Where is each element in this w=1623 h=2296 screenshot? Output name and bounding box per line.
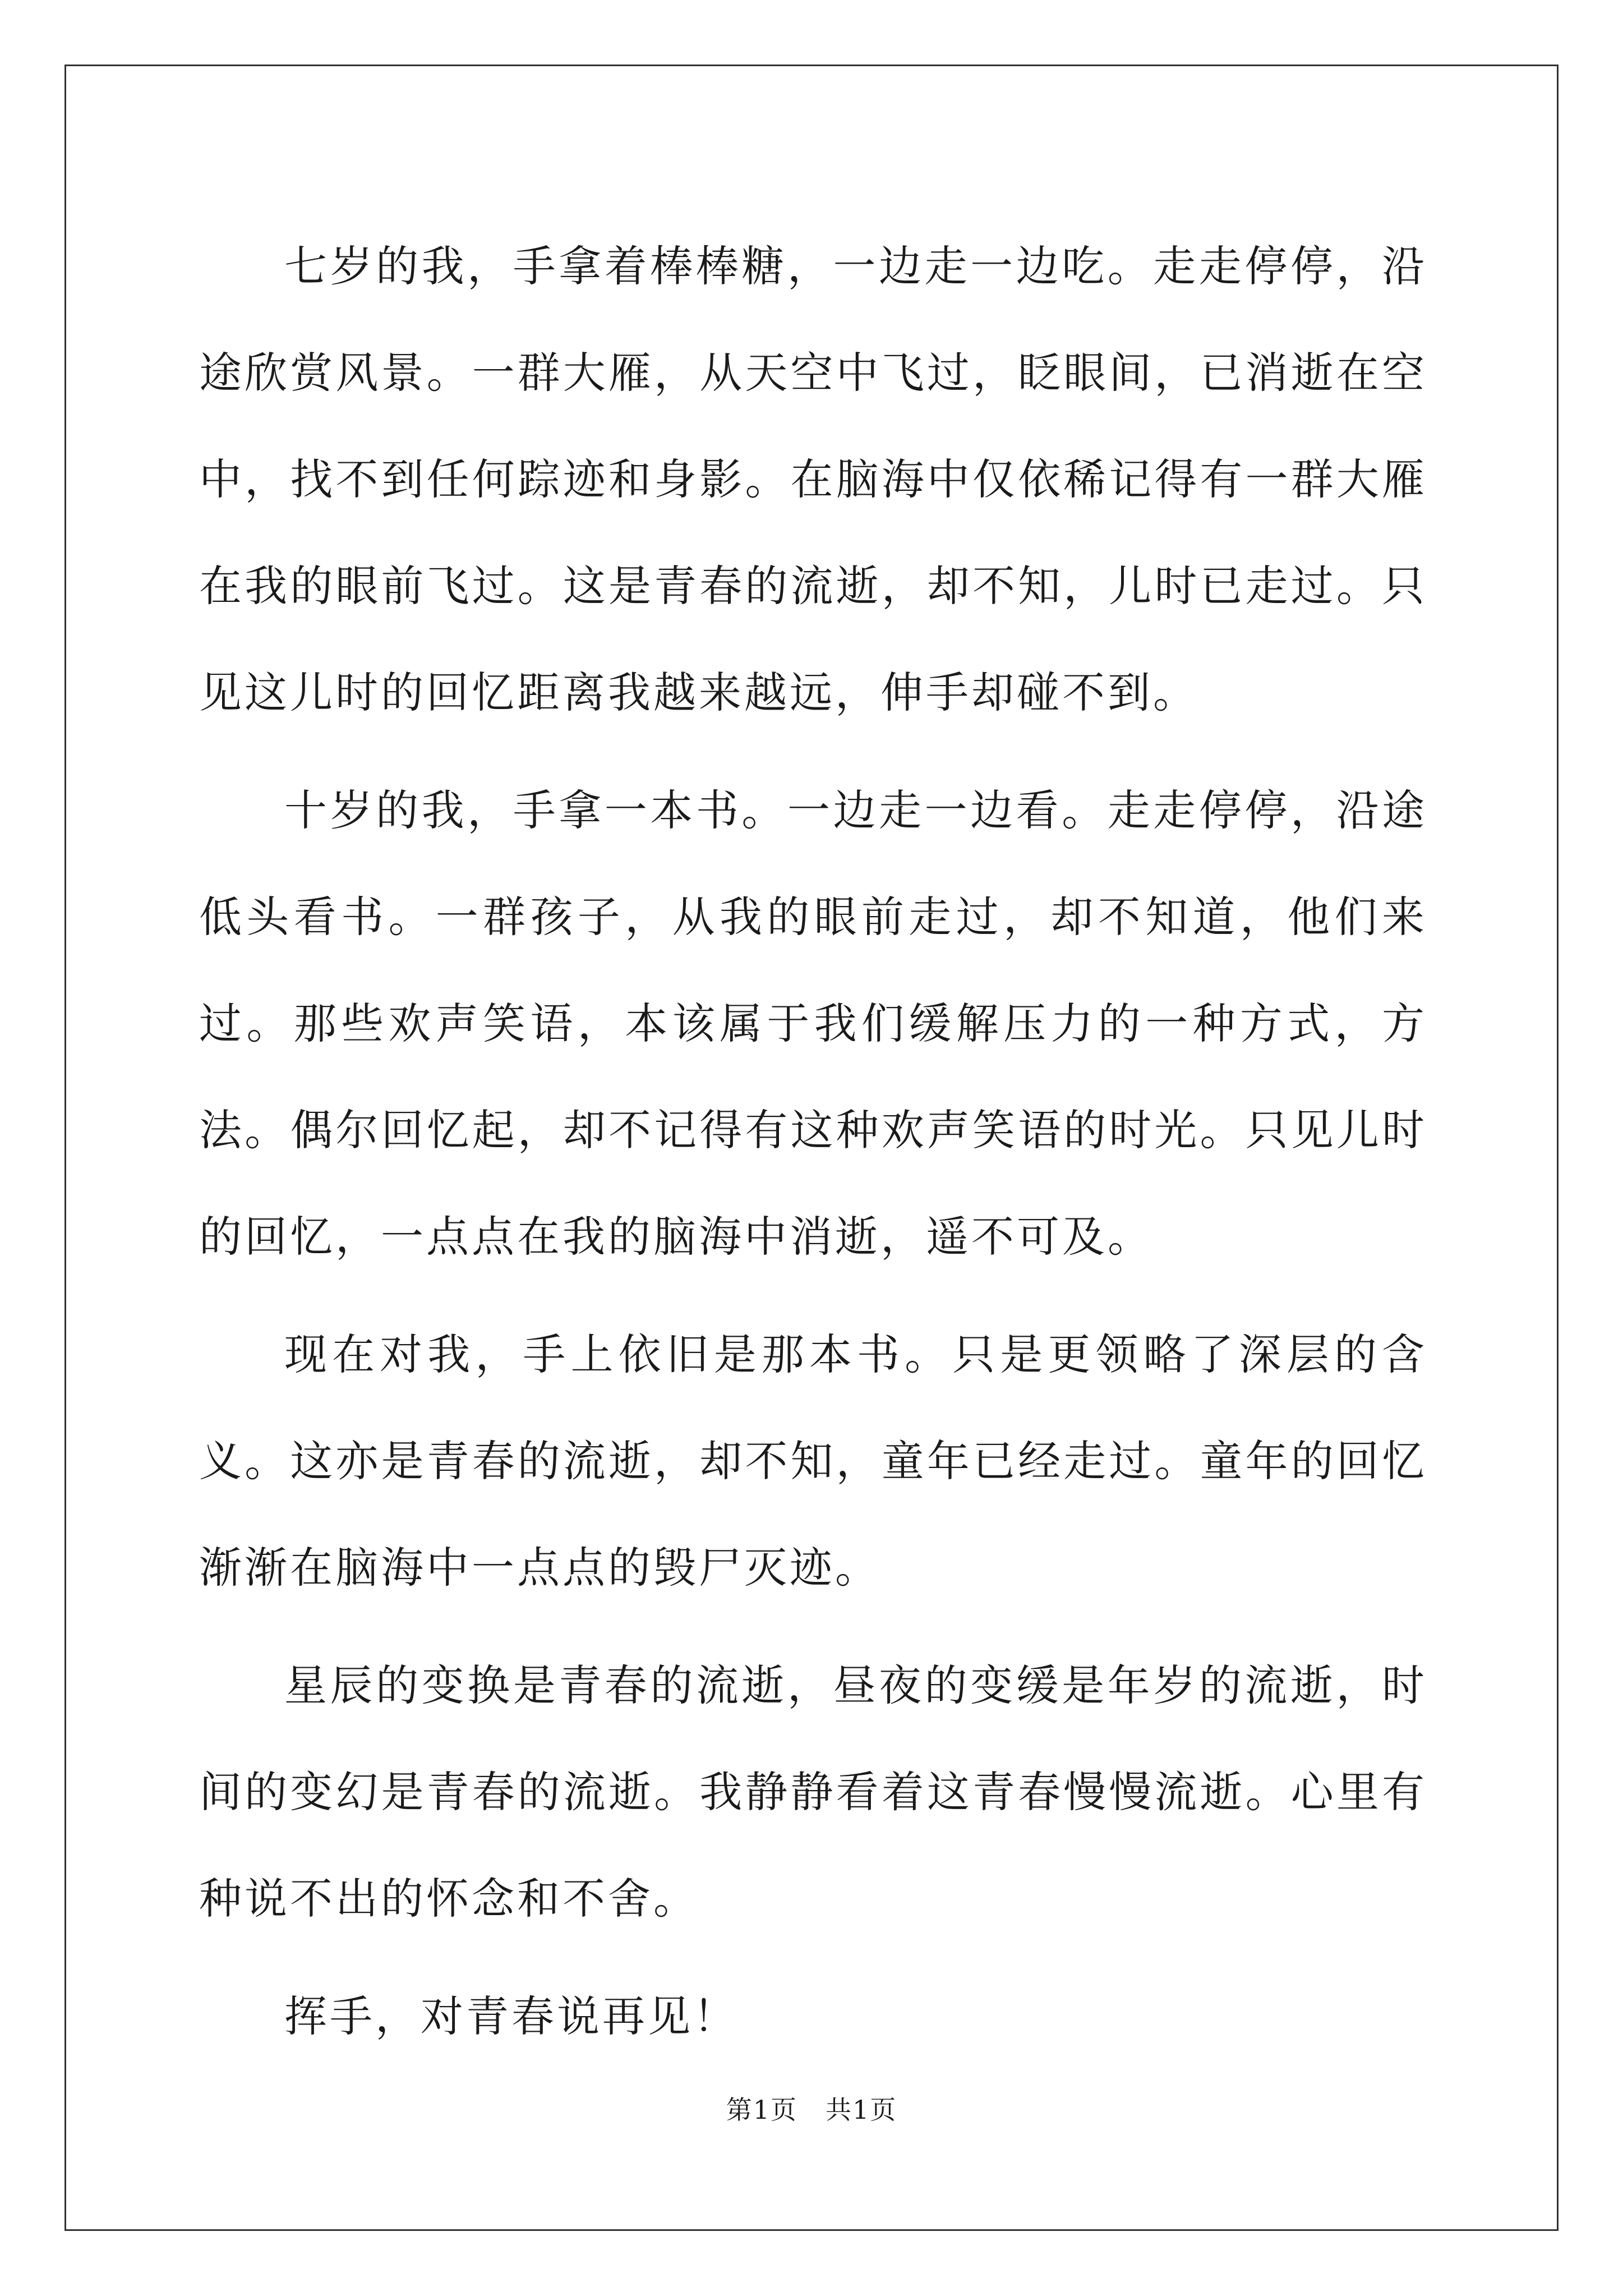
- document-body: [199, 213, 1427, 2081]
- page-footer: [0, 2090, 1623, 2127]
- page-number-current: 第1页: [726, 2095, 797, 2125]
- paragraph-3: 现在对我，手上依旧是那本书。只是更领略了深层的含义。这亦是青春的流逝，却不知，童年已经走过。童年的回忆渐渐在脑海中一点点的毁尸灭迹。: [199, 1329, 1427, 1593]
- paragraph-1: 七岁的我，手拿着棒棒糖，一边走一边吃。走走停停，沿途欣赏风景。一群大雁，从天空中飞过，眨眼间，已消逝在空中，找不到任何踪迹和身影。在脑海中仅依稀记得有一群大雁在我的眼前飞过。这是青春的流逝，却不知，儿时已走过。只见这儿时的回忆距离我越来越远，伸手却碰不到。: [199, 241, 1427, 717]
- paragraph-4: 星辰的变换是青春的流逝，昼夜的变缓是年岁的流逝，时间的变幻是青春的流逝。我静静看着这青春慢慢流逝。心里有种说不出的怀念和不舍。: [199, 1660, 1427, 1924]
- paragraph-2: 十岁的我，手拿一本书。一边走一边看。走走停停，沿途低头看书。一群孩子，从我的眼前走过，却不知道，他们来过。那些欢声笑语，本该属于我们缓解压力的一种方式，方法。偶尔回忆起，却不记得有这种欢声笑语的时光。只见儿时的回忆，一点点在我的脑海中消逝，遥不可及。: [199, 785, 1427, 1262]
- paragraph-5: 挥手，对青春说再见！: [284, 1991, 739, 2041]
- page-number-total: 共1页: [826, 2095, 897, 2125]
